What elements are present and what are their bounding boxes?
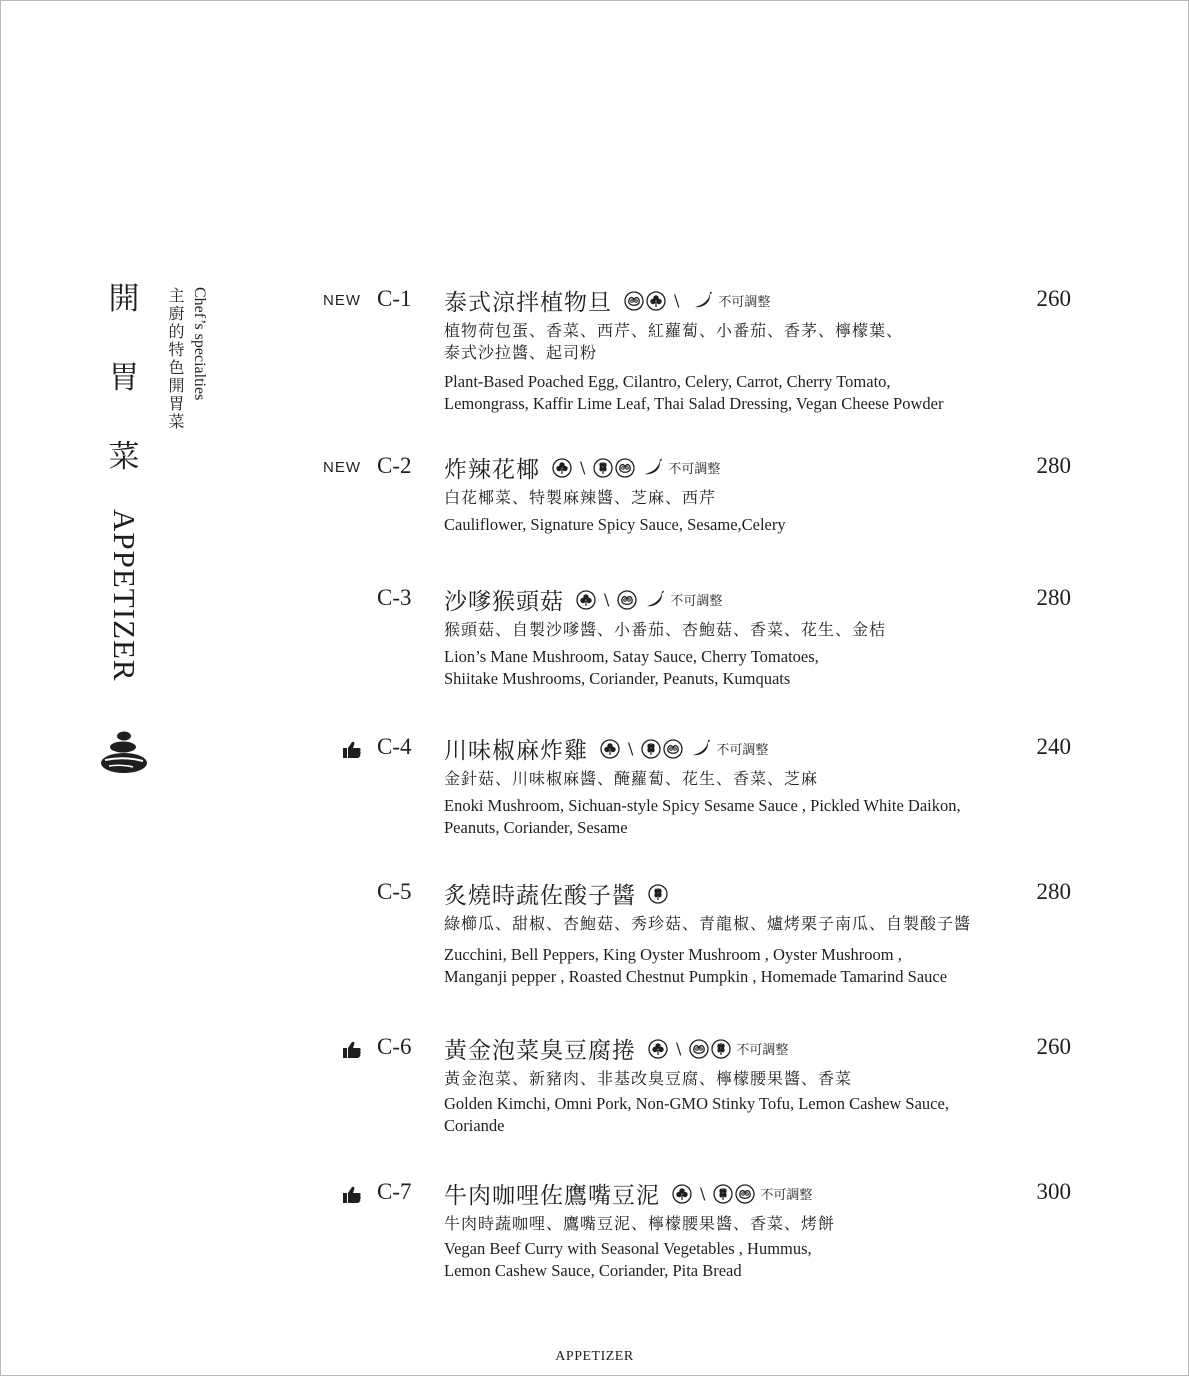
item-name: 泰式涼拌植物旦: [444, 290, 612, 316]
wheat-icon: [641, 739, 661, 759]
pretzel-icon: [735, 1184, 755, 1204]
subtitle-zh: 主廚的特色開胃菜: [166, 287, 185, 431]
item-description-zh: 牛肉時蔬咖哩、鷹嘴豆泥、檸檬腰果醬、香菜、烤餅: [444, 1214, 836, 1233]
item-description-zh: 泰式沙拉醬、起司粉: [444, 343, 598, 362]
item-code: C-5: [377, 879, 412, 904]
clover-icon: [648, 1039, 668, 1059]
item-description-zh: 猴頭菇、自製沙嗲醬、小番茄、杏鮑菇、香菜、花生、金桔: [444, 620, 887, 639]
item-description-en: Zucchini, Bell Peppers, King Oyster Mushroom , Oyster Mushroom ,: [444, 945, 902, 964]
chili-pepper-icon: [693, 291, 713, 311]
not-adjustable-note: 不可調整: [718, 294, 771, 309]
not-adjustable-note: 不可調整: [760, 1187, 813, 1202]
chili-pepper-icon: [643, 458, 663, 478]
subtitle-en: Chef’s specialties: [191, 287, 208, 401]
item-description-en: Coriande: [444, 1116, 505, 1135]
item-description-en: Lemongrass, Kaffir Lime Leaf, Thai Salad Dressing, Vegan Cheese Powder: [444, 394, 944, 413]
item-code: C-6: [377, 1034, 412, 1059]
item-name-line: [444, 284, 770, 317]
item-name: 黃金泡菜臭豆腐捲: [444, 1038, 636, 1064]
item-description-en: Manganji pepper , Roasted Chestnut Pumpkin , Homemade Tamarind Sauce: [444, 967, 948, 986]
section-subtitle: [166, 287, 208, 431]
item-name-line: [444, 732, 768, 765]
not-adjustable-note: 不可調整: [670, 593, 723, 608]
not-adjustable-note: 不可調整: [736, 1042, 789, 1057]
new-badge: NEW: [323, 292, 361, 309]
item-name-line: [444, 1032, 788, 1065]
pretzel-icon: [615, 458, 635, 478]
clover-icon: [576, 590, 596, 610]
item-name-line: [444, 451, 720, 484]
item-description-zh: 植物荷包蛋、香菜、西芹、紅蘿蔔、小番茄、香茅、檸檬葉、: [444, 321, 904, 340]
clover-icon: [600, 739, 620, 759]
item-description-zh: 金針菇、川味椒麻醬、醃蘿蔔、花生、香菜、芝麻: [444, 769, 819, 788]
item-price: 260: [1036, 1034, 1071, 1059]
diet-icons: [648, 884, 668, 904]
section-title: [104, 281, 144, 774]
thumbs-up-icon: [342, 1040, 362, 1060]
section-title-en: APPETIZER: [107, 509, 142, 682]
item-description-en: Peanuts, Coriander, Sesame: [444, 818, 628, 837]
clover-icon: [646, 291, 666, 311]
item-code: C-1: [377, 286, 412, 311]
item-description-zh: 綠櫛瓜、甜椒、杏鮑菇、秀珍菇、青龍椒、爐烤栗子南瓜、自製酸子醬: [444, 914, 972, 933]
item-description-zh: 黃金泡菜、新豬肉、非基改臭豆腐、檸檬腰果醬、香菜: [444, 1069, 853, 1088]
thumbs-up-icon: [342, 1185, 362, 1205]
item-name: 川味椒麻炸雞: [444, 738, 588, 764]
item-price: 300: [1036, 1179, 1071, 1204]
item-name: 炸辣花椰: [444, 457, 540, 483]
wheat-icon: [648, 884, 668, 904]
item-name: 沙嗲猴頭菇: [444, 589, 564, 615]
title-char: 胃: [108, 360, 140, 396]
item-price: 280: [1036, 453, 1071, 478]
item-description-en: Lion’s Mane Mushroom, Satay Sauce, Cherry Tomatoes,: [444, 647, 819, 666]
item-price: 280: [1036, 879, 1071, 904]
pretzel-icon: [624, 291, 644, 311]
item-description-zh: 白花椰菜、特製麻辣醬、芝麻、西芹: [444, 488, 717, 507]
title-char: 開: [108, 281, 140, 317]
item-code: C-7: [377, 1179, 412, 1204]
icon-separator: \: [604, 590, 610, 609]
item-description-en: Shiitake Mushrooms, Coriander, Peanuts, Kumquats: [444, 669, 791, 688]
item-name-line: [444, 877, 668, 910]
item-code: C-2: [377, 453, 412, 478]
clover-icon: [672, 1184, 692, 1204]
pretzel-icon: [663, 739, 683, 759]
item-description-en: Plant-Based Poached Egg, Cilantro, Celery, Carrot, Cherry Tomato,: [444, 372, 891, 391]
wheat-icon: [593, 458, 613, 478]
pretzel-icon: [617, 590, 637, 610]
item-code: C-4: [377, 734, 412, 759]
chili-pepper-icon: [691, 739, 711, 759]
diet-icons: [576, 590, 722, 610]
item-name: 炙燒時蔬佐酸子醬: [444, 883, 636, 909]
new-badge: NEW: [323, 459, 361, 476]
item-description-en: Enoki Mushroom, Sichuan-style Spicy Sesame Sauce , Pickled White Daikon,: [444, 796, 961, 815]
item-price: 260: [1036, 286, 1071, 311]
not-adjustable-note: 不可調整: [716, 742, 769, 757]
diet-icons: [648, 1039, 788, 1059]
diet-icons: [624, 291, 770, 311]
item-description-en: Golden Kimchi, Omni Pork, Non-GMO Stinky Tofu, Lemon Cashew Sauce,: [444, 1094, 949, 1113]
diet-icons: [552, 458, 720, 478]
item-name-line: [444, 1177, 812, 1210]
item-name-line: [444, 583, 722, 616]
icon-separator: \: [700, 1184, 706, 1203]
item-description-en: Cauliflower, Signature Spicy Sauce, Sesame,Celery: [444, 515, 786, 534]
chili-pepper-icon: [645, 590, 665, 610]
item-price: 280: [1036, 585, 1071, 610]
page-footer: APPETIZER: [555, 1349, 634, 1364]
thumbs-up-icon: [342, 740, 362, 760]
item-description-en: Vegan Beef Curry with Seasonal Vegetables , Hummus,: [444, 1239, 812, 1258]
wheat-icon: [713, 1184, 733, 1204]
section-title-zh: [108, 281, 140, 521]
not-adjustable-note: 不可調整: [668, 461, 721, 476]
icon-separator: \: [676, 1039, 682, 1058]
icon-separator: \: [628, 739, 634, 758]
item-price: 240: [1036, 734, 1071, 759]
stacked-stones-icon: [99, 730, 149, 774]
icon-separator: \: [674, 291, 680, 310]
icon-separator: \: [580, 458, 586, 477]
title-char: 菜: [108, 439, 140, 475]
item-description-en: Lemon Cashew Sauce, Coriander, Pita Bread: [444, 1261, 742, 1280]
wheat-icon: [711, 1039, 731, 1059]
item-name: 牛肉咖哩佐鷹嘴豆泥: [444, 1183, 660, 1209]
diet-icons: [672, 1184, 812, 1204]
pretzel-icon: [689, 1039, 709, 1059]
clover-icon: [552, 458, 572, 478]
diet-icons: [600, 739, 768, 759]
item-code: C-3: [377, 585, 412, 610]
